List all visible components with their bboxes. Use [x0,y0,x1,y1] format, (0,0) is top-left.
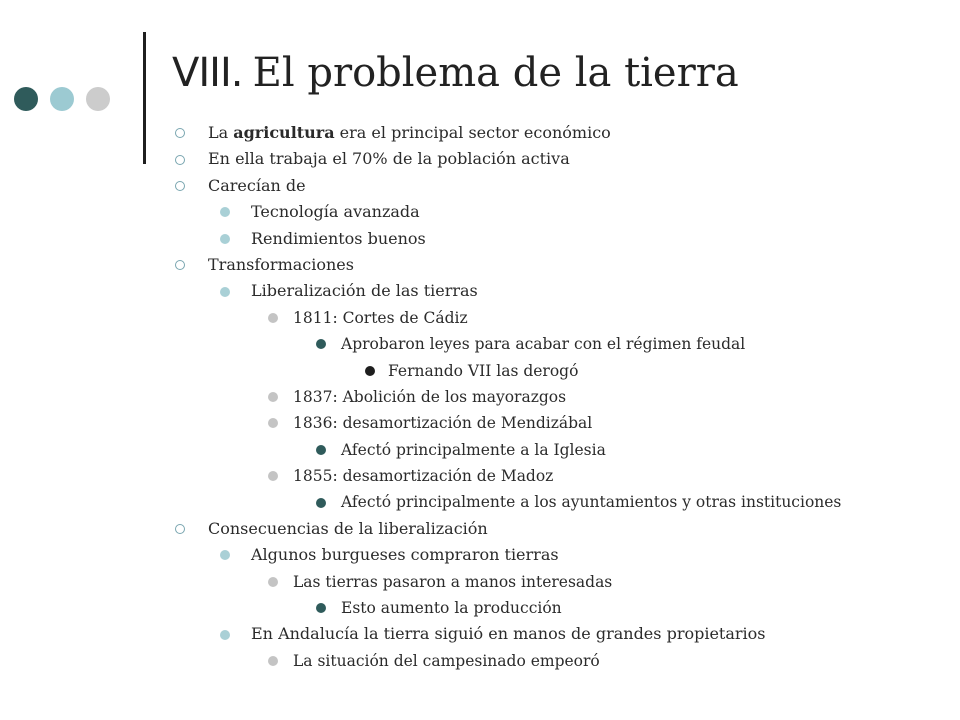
slide-title [172,50,739,96]
bullet-text [0,146,960,172]
bullet-text-segment: Fernando VII las derogó [388,361,579,380]
bullet-text-segment: 1836: desamortización de Mendizábal [293,414,593,433]
bullet-text [0,173,960,199]
bullet-item-level-1 [0,146,960,172]
bullet-text [0,648,960,674]
bullet-text [0,595,960,621]
bullet-text-segment: Consecuencias de la liberalización [208,518,488,538]
bullet-text-segment: era el principal sector económico [334,123,611,142]
bullet-text [0,489,960,515]
bullet-text [0,410,960,436]
bullet-text-segment: En ella trabaja el 70% de la población activa [208,149,570,169]
bullet-text-segment: 1855: desamortización de Madoz [293,467,554,486]
dot-teal [50,87,74,111]
bullet-item-level-2 [0,199,960,225]
bullet-item-level-1 [0,516,960,542]
bullet-text [0,463,960,489]
bullet-text [0,621,960,647]
bullet-text-segment: Afectó principalmente a la Iglesia [341,440,606,459]
bullet-item-level-1 [0,173,960,199]
bullet-text [0,305,960,331]
bullet-text [0,384,960,410]
bullet-item-level-3 [0,463,960,489]
bullet-marker-icon [316,445,326,455]
bullet-text-segment: Algunos burgueses compraron tierras [251,545,559,565]
bullet-item-level-3 [0,569,960,595]
bullet-text [0,542,960,568]
bullet-marker-icon [220,287,230,297]
bullet-text [0,569,960,595]
bullet-text-segment: Las tierras pasaron a manos interesadas [293,572,613,591]
bullet-text-segment: Rendimientos buenos [251,228,426,248]
bullet-marker-icon [220,234,230,244]
bullet-text-segment: 1837: Abolición de los mayorazgos [293,387,567,406]
bullet-item-level-1 [0,252,960,278]
bullet-item-level-4 [0,595,960,621]
bullet-marker-icon [316,498,326,508]
decorative-dots [14,87,110,111]
bullet-text-segment: 1811: Cortes de Cádiz [293,308,468,327]
bullet-item-level-2 [0,278,960,304]
bullet-marker-icon [175,181,185,191]
bullet-item-level-3 [0,410,960,436]
bullet-text-segment: En Andalucía la tierra siguió en manos de grandes propietarios [251,624,766,644]
bullet-text [0,120,960,146]
bullet-marker-icon [175,524,185,534]
bullet-text [0,358,960,384]
bullet-item-level-3 [0,305,960,331]
bullet-marker-icon [268,656,278,666]
bullet-item-level-4 [0,331,960,357]
bullet-item-level-3 [0,648,960,674]
bullet-text-segment: La situación del campesinado empeoró [293,651,600,670]
bullet-text-segment: Aprobaron leyes para acabar con el régimen feudal [341,335,746,354]
bullet-text-segment: Tecnología avanzada [251,202,420,222]
slide-title-number: VIII. [172,50,243,96]
bullet-text-segment: La [208,123,234,142]
bullet-text [0,516,960,542]
bullet-text-emphasis: agricultura [233,123,335,142]
bullet-text [0,278,960,304]
bullet-marker-icon [220,630,230,640]
bullet-text-segment: Carecían de [208,175,306,195]
bullet-item-level-3 [0,384,960,410]
bullet-item-level-2 [0,621,960,647]
bullet-marker-icon [268,313,278,323]
bullet-text-segment: Afectó principalmente a los ayuntamientos y otras instituciones [341,493,842,512]
bullet-text [0,437,960,463]
bullet-marker-icon [365,366,375,376]
bullet-item-level-4 [0,437,960,463]
slide-title-text: El problema de la tierra [252,50,739,96]
bullet-text-segment: Transformaciones [208,254,354,274]
bullet-item-level-2 [0,542,960,568]
bullet-text-segment: Liberalización de las tierras [251,281,478,301]
dot-dark [14,87,38,111]
bullet-item-level-5 [0,358,960,384]
bullet-item-level-1 [0,120,960,146]
bullet-text [0,226,960,252]
bullet-item-level-2 [0,226,960,252]
bullet-text [0,252,960,278]
bullet-marker-icon [268,577,278,587]
bullet-marker-icon [175,155,185,165]
dot-gray [86,87,110,111]
bullet-text [0,199,960,225]
bullet-item-level-4 [0,489,960,515]
bullet-text [0,331,960,357]
bullet-text-segment: Esto aumento la producción [341,599,562,618]
bullet-list [0,120,960,674]
